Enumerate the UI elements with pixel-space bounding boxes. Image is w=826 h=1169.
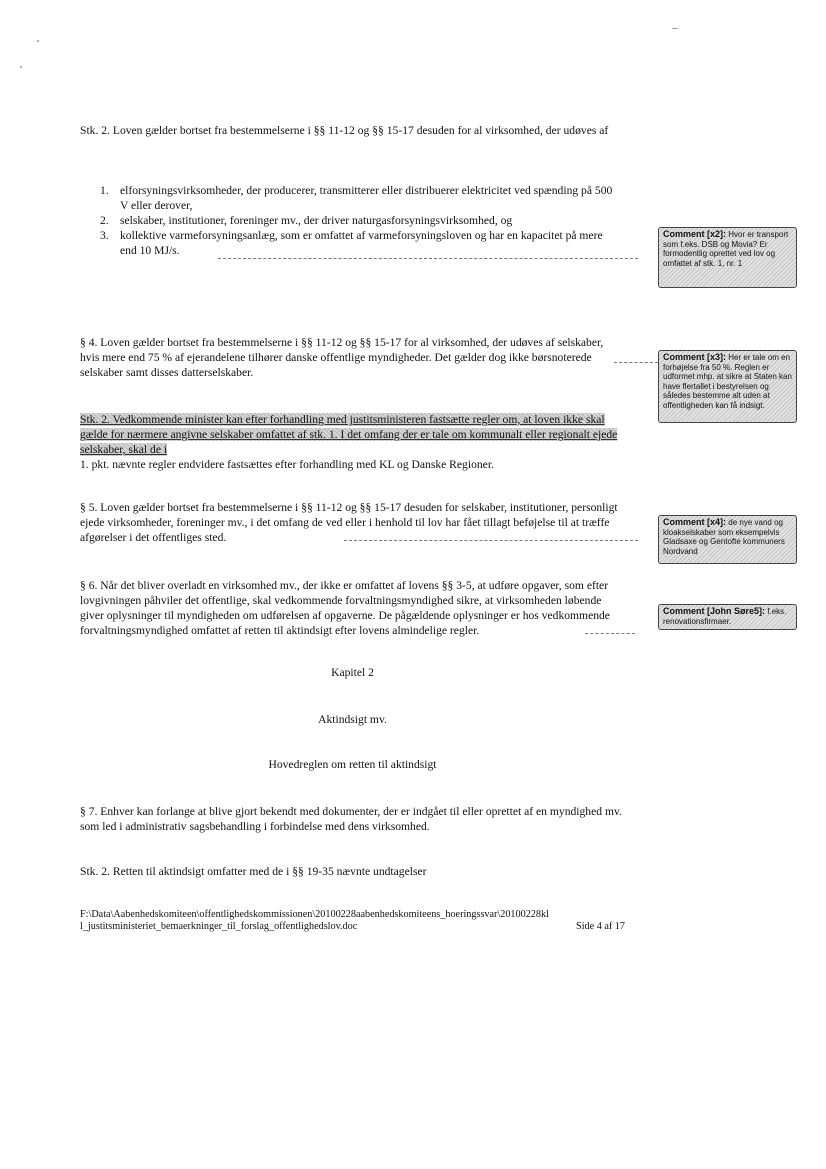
paragraph-4-stk2 [80,412,625,472]
comment-text: f.eks. renovationsfirmaer. [663,607,787,626]
comment-title: Comment [John Søre5]: [663,606,766,616]
comment-title: Comment [x4]: [663,517,727,527]
supply-list [80,183,620,258]
list-item: 3. kollektive varmeforsyningsanlæg, som er omfattet af varmeforsyningsloven og har en kapacitet på mere end 10 MJ/s. [100,229,603,257]
comment-title: Comment [x3]: [663,352,727,362]
comment-text: Her er tale om en forhøjelse fra 50 %. Reglen er udformet mhp. at sikre at Staten kan have flertallet i bestyrelsen og således bestemme alt uden at offentligheden kan få indsigt. [663,353,792,410]
list-item: 1. elforsyningsvirksomheder, der producerer, transmitterer eller distribuerer elektricitet ved spænding på 500 V eller derover, [100,184,613,212]
paragraph-4: § 4. Loven gælder bortset fra bestemmelserne i §§ 11-12 og §§ 15-17 for al virksomhed, der udøves af selskaber, hvis mere end 75 % af ejerandelene tilhører danske offentlige myndigheder. Det gælder dog ikke børsnoterede selskaber samt disses datterselskaber. [80,336,604,379]
paragraph-7: § 7. Enhver kan forlange at blive gjort bekendt med dokumenter, der er indgået til eller oprettet af en myndighed mv. som led i administrativ sagsbehandling i forbindelse med dens virksomhed. [80,805,622,833]
comment-text: Hvor er transport som f.eks. DSB og Movia? Er formodentlig oprettet ved lov og omfattet af stk. 1, nr. 1 [663,230,789,268]
stk2-intro: Stk. 2. Loven gælder bortset fra bestemmelserne i §§ 11-12 og §§ 15-17 desuden for al virksomhed, der udøves af [80,124,609,137]
comment-leader [344,540,638,541]
scan-speck [37,40,39,42]
paragraph-6: § 6. Når det bliver overladt en virksomhed mv., der ikke er omfattet af lovens §§ 3-5, at udføre opgaver, som efter lovgivningen påhviler det offentlige, skal vedkommende forvaltningsmyndighed sikre, at virksomheden løbende giver oplysninger til myndigheden om udførelsen af opgaverne. De pågældende oplysninger er hos vedkommende forvaltningsmyndighed omfattet af retten til aktindsigt efter lovens almindelige regler. [80,579,610,637]
comment-balloon[interactable] [658,604,797,630]
comment-balloon[interactable] [658,350,797,423]
comment-leader [585,633,635,634]
comment-balloon[interactable] [658,515,797,564]
comment-text: de nye vand og kloakselskaber som eksempelvis Gladsaxe og Gentofte kommuners Nordvand [663,518,785,556]
list-item: 2. selskaber, institutioner, foreninger mv., der driver naturgasforsyningsvirksomhed, og [100,214,513,227]
page-number: Side 4 af 17 [576,921,625,932]
highlighted-text: Stk. 2. Vedkommende minister kan efter forhandling med justitsministeren fastsætte regler om, at loven ikke skal gælde for nærmere angivne selskaber omfattet af stk. 1. I det omfang der er tale om kommunalt eller regionalt ejede selskaber, skal de i [80,413,618,456]
chapter-title: Aktindsigt mv. [318,713,387,726]
paragraph-4-tail: 1. pkt. nævnte regler endvidere fastsættes efter forhandling med KL og Danske Regioner. [80,458,494,471]
footer-path: F:\Data\Aabenhedskomiteen\offentlighedskommissionen\20100228aabenhedskomiteens_hoeringssvar\20100228kll_justitsministeriet_bemaerkninger_til_forslag_offentlighedslov.doc [80,909,549,932]
paragraph-5: § 5. Loven gælder bortset fra bestemmelserne i §§ 11-12 og §§ 15-17 desuden for selskaber, institutioner, personligt ejede virksomheder, foreninger mv., i det omfang de ved eller i henhold til lov har fået tillagt beføjelse til at træffe afgørelser i det offentliges sted. [80,501,618,544]
comment-balloon[interactable] [658,227,797,288]
chapter-number: Kapitel 2 [331,666,374,679]
section-heading: Hovedreglen om retten til aktindsigt [268,758,437,771]
comment-title: Comment [x2]: [663,229,727,239]
paragraph-7-stk2: Stk. 2. Retten til aktindsigt omfatter med de i §§ 19-35 nævnte undtagelser [80,865,427,878]
scan-speck [20,66,22,68]
comment-leader [614,362,658,363]
scan-speck [672,28,678,29]
footer [80,909,630,933]
comment-leader [218,258,638,259]
